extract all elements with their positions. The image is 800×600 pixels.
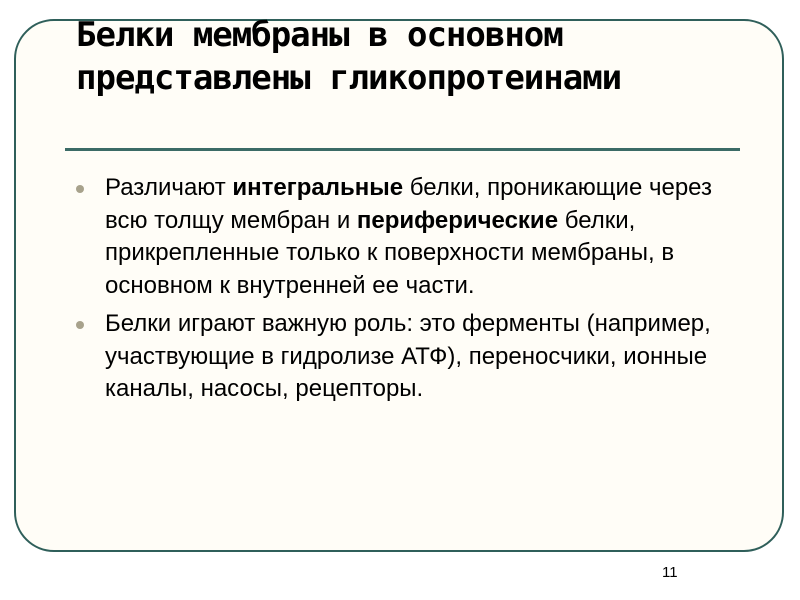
bullet-text-part: Различают [105,174,233,201]
bullet-list [76,172,726,412]
bullet-text-part: белки, прикрепленные только к поверхности мембраны, в основном к внутренней ее части. [105,206,675,299]
bullet-marker-icon [76,321,84,329]
bullet-item-1 [76,172,726,302]
bullet-text-part: Белки играют важную роль: это ферменты (например, участвующие в гидролизе АТФ), переносчики, ионные каналы, насосы, рецепторы. [105,310,711,402]
bullet-text-bold: интегральные [232,174,404,201]
title-underline [65,148,740,151]
bullet-text [105,174,712,299]
slide-title: Белки мембраны в основном представлены гликопротеинами [76,15,622,98]
bullet-text-part: белки, проникающие через всю толщу мембран и [105,174,712,234]
bullet-text-bold: периферические [356,206,559,234]
bullet-text [105,310,711,402]
bullet-item-2 [76,308,726,406]
page-number: 11 [662,564,678,581]
bullet-marker-icon [76,185,84,193]
